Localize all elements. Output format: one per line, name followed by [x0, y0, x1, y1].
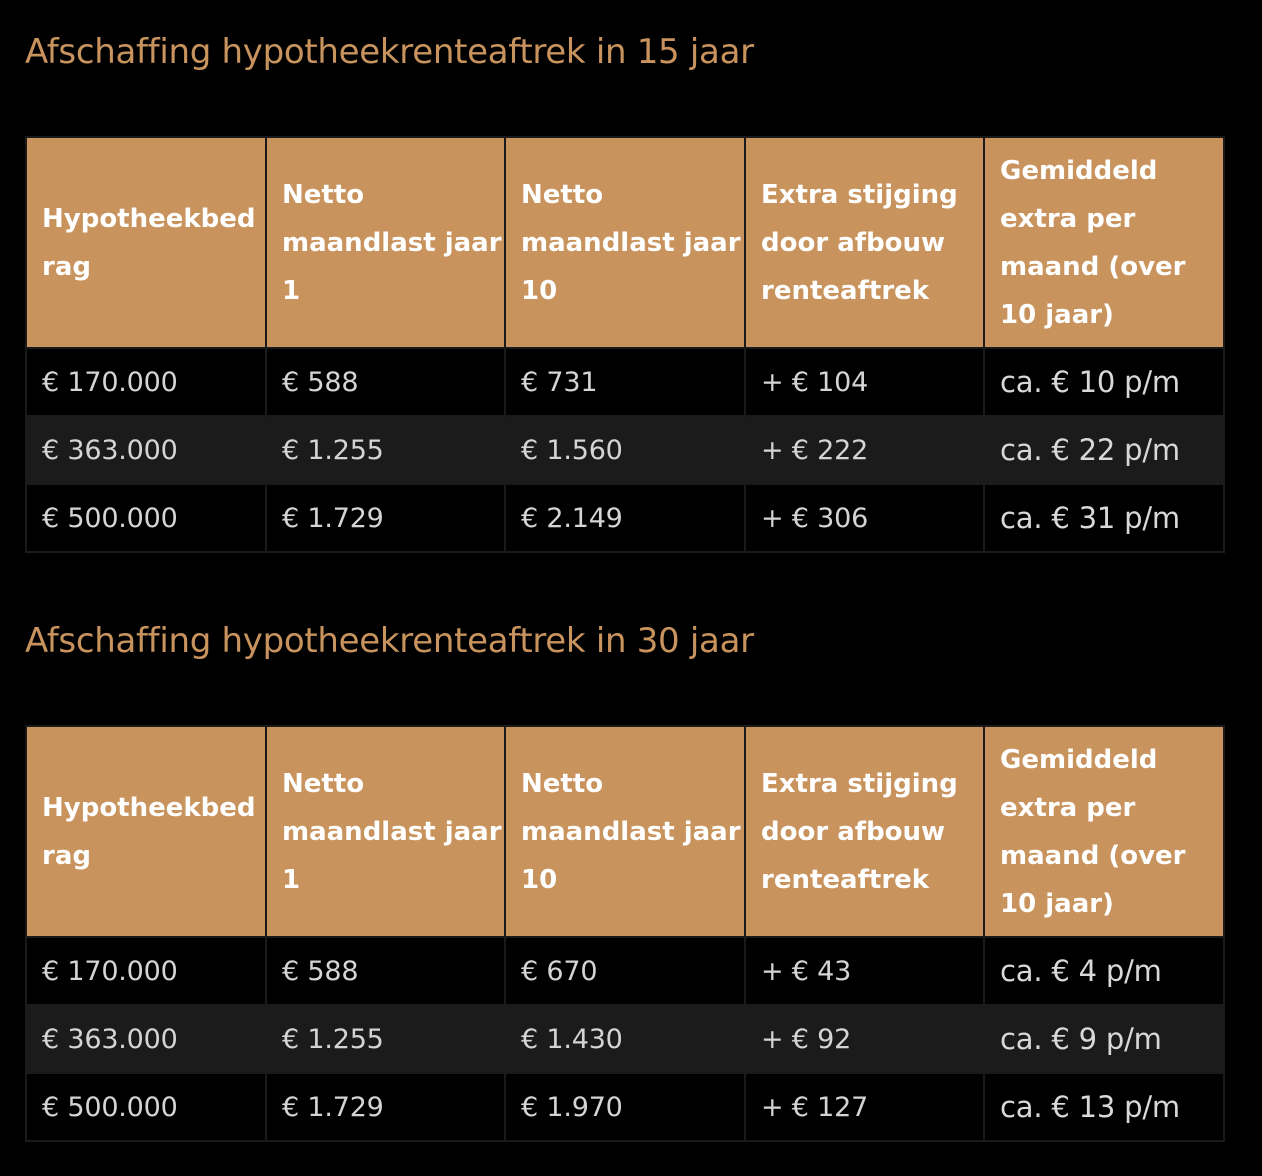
cell-hypotheekbedrag: € 170.000 [26, 348, 266, 416]
cell-extra-stijging: + € 222 [745, 416, 984, 484]
header-netto-jaar-10: Netto maandlast jaar 10 [505, 726, 745, 937]
cell-extra-stijging: + € 43 [745, 937, 984, 1005]
table-row [26, 937, 1224, 1005]
table-row [26, 484, 1224, 552]
table-row [26, 348, 1224, 416]
header-netto-jaar-1: Netto maandlast jaar 1 [266, 137, 505, 348]
mortgage-table [25, 725, 1225, 1142]
cell-netto-jaar-1: € 1.729 [266, 1073, 505, 1141]
cell-hypotheekbedrag: € 500.000 [26, 484, 266, 552]
cell-netto-jaar-10: € 670 [505, 937, 745, 1005]
section-title: Afschaffing hypotheekrenteaftrek in 30 jaar [25, 621, 754, 661]
table-row [26, 1073, 1224, 1141]
table-header-row [26, 726, 1224, 937]
mortgage-table [25, 136, 1225, 553]
header-extra-stijging: Extra stijging door afbouw renteaftrek [745, 726, 984, 937]
cell-netto-jaar-1: € 588 [266, 348, 505, 416]
header-hypotheekbedrag: Hypotheekbedrag [26, 137, 266, 348]
cell-hypotheekbedrag: € 363.000 [26, 1005, 266, 1073]
cell-netto-jaar-1: € 1.729 [266, 484, 505, 552]
cell-hypotheekbedrag: € 363.000 [26, 416, 266, 484]
cell-netto-jaar-10: € 731 [505, 348, 745, 416]
table-row [26, 1005, 1224, 1073]
cell-gemiddeld-extra: ca. € 10 p/m [984, 348, 1224, 416]
cell-gemiddeld-extra: ca. € 9 p/m [984, 1005, 1224, 1073]
cell-netto-jaar-1: € 588 [266, 937, 505, 1005]
section-15-jaar [25, 32, 1223, 535]
cell-gemiddeld-extra: ca. € 4 p/m [984, 937, 1224, 1005]
cell-extra-stijging: + € 92 [745, 1005, 984, 1073]
header-gemiddeld-extra: Gemiddeld extra per maand (over 10 jaar) [984, 726, 1224, 937]
cell-hypotheekbedrag: € 500.000 [26, 1073, 266, 1141]
cell-netto-jaar-10: € 1.430 [505, 1005, 745, 1073]
header-gemiddeld-extra: Gemiddeld extra per maand (over 10 jaar) [984, 137, 1224, 348]
section-title: Afschaffing hypotheekrenteaftrek in 15 jaar [25, 32, 754, 72]
cell-netto-jaar-10: € 1.560 [505, 416, 745, 484]
section-30-jaar [25, 621, 1223, 1124]
cell-extra-stijging: + € 127 [745, 1073, 984, 1141]
table-header-row [26, 137, 1224, 348]
header-extra-stijging: Extra stijging door afbouw renteaftrek [745, 137, 984, 348]
cell-gemiddeld-extra: ca. € 31 p/m [984, 484, 1224, 552]
cell-netto-jaar-1: € 1.255 [266, 416, 505, 484]
table-row [26, 416, 1224, 484]
cell-netto-jaar-10: € 2.149 [505, 484, 745, 552]
cell-extra-stijging: + € 306 [745, 484, 984, 552]
cell-gemiddeld-extra: ca. € 13 p/m [984, 1073, 1224, 1141]
cell-netto-jaar-1: € 1.255 [266, 1005, 505, 1073]
header-netto-jaar-10: Netto maandlast jaar 10 [505, 137, 745, 348]
cell-gemiddeld-extra: ca. € 22 p/m [984, 416, 1224, 484]
header-netto-jaar-1: Netto maandlast jaar 1 [266, 726, 505, 937]
cell-hypotheekbedrag: € 170.000 [26, 937, 266, 1005]
header-hypotheekbedrag: Hypotheekbedrag [26, 726, 266, 937]
cell-extra-stijging: + € 104 [745, 348, 984, 416]
cell-netto-jaar-10: € 1.970 [505, 1073, 745, 1141]
